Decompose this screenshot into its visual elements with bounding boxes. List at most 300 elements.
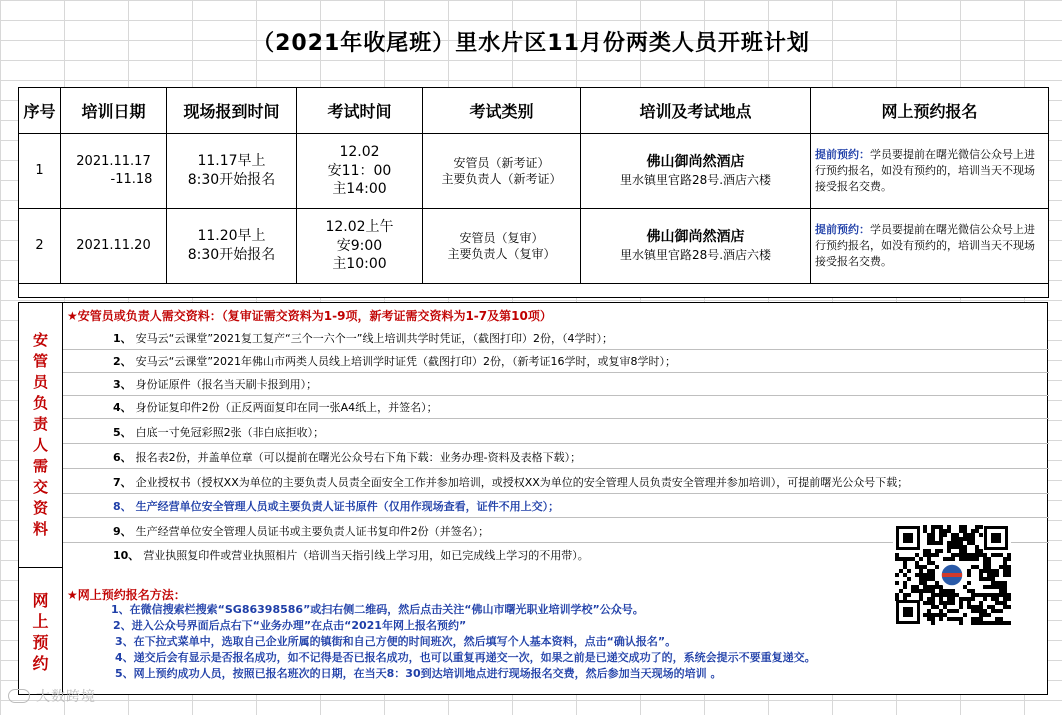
qr-module (931, 541, 935, 545)
qr-module (927, 533, 931, 537)
qr-module (1003, 573, 1007, 577)
header-venue: 培训及考试地点 (581, 88, 811, 134)
qr-module (967, 589, 971, 593)
qr-module (971, 533, 975, 537)
qr-module (963, 529, 967, 533)
list-item: 4、递交后会有显示是否报名成功，如不记得是否已报名成功，也可以重复再递交一次，如果之前是已递交成功了的，系统会提示不要重复递交。 (115, 651, 816, 664)
qr-module (947, 545, 951, 549)
qr-module (979, 569, 983, 573)
qr-module (959, 553, 963, 557)
qr-module (971, 557, 975, 561)
train-date-line: 2021.11.20 (76, 238, 151, 254)
qr-module (987, 593, 991, 597)
qr-module (999, 581, 1003, 585)
qr-module (923, 565, 927, 569)
qr-module (951, 557, 955, 561)
qr-module (979, 525, 983, 529)
qr-module (895, 593, 899, 597)
qr-module (955, 609, 959, 613)
list-item (63, 350, 1049, 373)
qr-module (975, 621, 979, 625)
qr-module (951, 589, 955, 593)
qr-module (963, 545, 967, 549)
qr-module (907, 569, 911, 573)
qr-module (923, 585, 927, 589)
qr-module (907, 577, 911, 581)
qr-module (1007, 553, 1011, 557)
qr-module (1007, 621, 1011, 625)
spacer-row (19, 284, 1049, 298)
qr-module (915, 585, 919, 589)
qr-module (951, 597, 955, 601)
item-text: 白底一寸免冠彩照2张（非白底拒收）； (135, 426, 325, 439)
report-time-line: 8:30开始报名 (187, 172, 276, 188)
qr-module (959, 525, 963, 529)
qr-module (959, 621, 963, 625)
qr-module (947, 609, 951, 613)
qr-module (923, 525, 927, 529)
watermark (8, 686, 96, 706)
qr-module (899, 569, 903, 573)
qr-module (1007, 569, 1011, 573)
qr-module (971, 597, 975, 601)
qr-module (967, 597, 971, 601)
qr-module (995, 617, 999, 621)
requirements-block (18, 302, 1048, 695)
report-time-line: 11.17早上 (197, 153, 266, 170)
cell-category (423, 209, 581, 284)
table-row (19, 134, 1049, 209)
qr-module (935, 549, 939, 553)
qr-module (935, 541, 939, 545)
qr-module (915, 589, 919, 593)
qr-module (943, 601, 947, 605)
qr-module (943, 593, 947, 597)
qr-module (1003, 597, 1007, 601)
qr-module (983, 569, 987, 573)
qr-module (995, 601, 999, 605)
qr-module (1003, 581, 1007, 585)
qr-module (947, 589, 951, 593)
exam-time-line: 安9:00 (336, 237, 383, 254)
qr-module (1007, 573, 1011, 577)
qr-module (999, 589, 1003, 593)
qr-module (983, 553, 987, 557)
qr-module (903, 593, 907, 597)
qr-module (931, 589, 935, 593)
qr-module (963, 553, 967, 557)
qr-module (959, 597, 963, 601)
list-item: 1、在微信搜索栏搜索“SG86398586”或扫右侧二维码，然后点击关注“佛山市曙光职业培训学校”公众号。 (111, 603, 644, 616)
qr-module (963, 557, 967, 561)
qr-module (919, 573, 923, 577)
qr-module (987, 605, 991, 609)
qr-module (971, 541, 975, 545)
item-number: 6、 (113, 451, 132, 464)
qr-module (983, 585, 987, 589)
registration-side-label (19, 568, 63, 696)
qr-module (911, 585, 915, 589)
qr-module (967, 533, 971, 537)
qr-module (931, 605, 935, 609)
qr-module (951, 541, 955, 545)
cell-online (811, 209, 1049, 284)
qr-module (939, 609, 943, 613)
qr-module (1003, 621, 1007, 625)
qr-module (923, 577, 927, 581)
qr-module (975, 593, 979, 597)
qr-module (995, 597, 999, 601)
qr-module (971, 553, 975, 557)
qr-module (895, 557, 899, 561)
item-text: 报名表2份，并盖单位章（可以提前在曙光公众号右下角下载：业务办理-资料及表格下载）； (135, 451, 582, 464)
cell-exam-time (297, 209, 423, 284)
exam-time-line: 12.02 (339, 143, 380, 160)
materials-heading: ★安管员或负责人需交资料：（复审证需交资料为1-9项，新考证需交资料为1-7及第10项） (67, 309, 552, 323)
qr-module (923, 613, 927, 617)
exam-time-line: 主10:00 (332, 256, 387, 273)
train-date-line: -11.18 (110, 172, 153, 187)
qr-module (899, 557, 903, 561)
qr-module (975, 549, 979, 553)
qr-module (907, 593, 911, 597)
qr-module (995, 573, 999, 577)
item-text: 企业授权书（授权XX为单位的主要负责人员责全面安全工作并参加培训，或授权XX为单位的安全管理人员负责安全管理并参加培训），可提前曙光公众号下载； (135, 476, 909, 489)
qr-module (951, 537, 955, 541)
qr-module (951, 553, 955, 557)
item-number: 3、 (113, 378, 132, 391)
materials-side-label (19, 303, 63, 568)
qr-module (963, 525, 967, 529)
qr-module (927, 577, 931, 581)
qr-module (919, 593, 923, 597)
cell-report-time (167, 209, 297, 284)
item-text: 身份证原件（报名当天刷卡报到用）； (135, 378, 318, 391)
qr-module (991, 569, 995, 573)
qr-module (987, 561, 991, 565)
watermark-text: 大数跨境 (36, 689, 96, 705)
qr-module (919, 569, 923, 573)
qr-module (991, 621, 995, 625)
qr-module (975, 545, 979, 549)
qr-module (979, 593, 983, 597)
qr-module (975, 609, 979, 613)
qr-module (967, 537, 971, 541)
list-item (63, 396, 1049, 419)
registration-side-text: 网上预约 (32, 591, 49, 673)
qr-module (967, 553, 971, 557)
table-row (19, 209, 1049, 284)
qr-module (987, 557, 991, 561)
qr-module (975, 605, 979, 609)
qr-module (987, 573, 991, 577)
qr-module (967, 541, 971, 545)
list-item (63, 495, 1049, 518)
spacer-cell (19, 284, 1049, 298)
exam-time-line: 主14:00 (332, 181, 387, 198)
cell-report-time (167, 134, 297, 209)
watermark-logo-icon (8, 689, 30, 703)
qr-module (971, 605, 975, 609)
qr-module (991, 585, 995, 589)
qr-module (963, 597, 967, 601)
qr-module (967, 601, 971, 605)
qr-module (959, 617, 963, 621)
qr-module (927, 537, 931, 541)
qr-module (907, 557, 911, 561)
item-text: 生产经营单位安全管理人员或主要负责人证书原件（仅用作现场查看，证件不用上交）； (135, 500, 560, 513)
qr-module (959, 537, 963, 541)
qr-module (1003, 593, 1007, 597)
qr-module (971, 565, 975, 569)
qr-module (919, 581, 923, 585)
qr-module (947, 593, 951, 597)
qr-module (927, 573, 931, 577)
qr-module (931, 593, 935, 597)
qr-module (995, 621, 999, 625)
qr-module (931, 621, 935, 625)
qr-module (1003, 569, 1007, 573)
qr-module (959, 605, 963, 609)
qr-module (927, 585, 931, 589)
qr-module (911, 557, 915, 561)
qr-module (939, 533, 943, 537)
qr-module (931, 613, 935, 617)
qr-module (955, 541, 959, 545)
qr-module (927, 549, 931, 553)
qr-module (923, 529, 927, 533)
qr-module (959, 549, 963, 553)
qr-module (903, 565, 907, 569)
qr-module (967, 573, 971, 577)
qr-module (923, 573, 927, 577)
qr-module (935, 593, 939, 597)
qr-module (935, 581, 939, 585)
qr-module (943, 589, 947, 593)
qr-module (931, 537, 935, 541)
header-report-time: 现场报到时间 (167, 88, 297, 134)
qr-module (919, 577, 923, 581)
qr-module (963, 549, 967, 553)
qr-module (927, 557, 931, 561)
item-number: 7、 (113, 476, 132, 489)
qr-module (987, 585, 991, 589)
qr-module (939, 541, 943, 545)
qr-module (931, 569, 935, 573)
table-header-row (19, 88, 1049, 134)
qr-module (935, 613, 939, 617)
qr-module (1007, 557, 1011, 561)
qr-module (947, 557, 951, 561)
qr-module (927, 589, 931, 593)
qr-module (983, 613, 987, 617)
qr-module (991, 597, 995, 601)
qr-module (931, 533, 935, 537)
cell-venue (581, 209, 811, 284)
qr-module (1007, 593, 1011, 597)
list-item (63, 421, 1049, 444)
qr-module (939, 617, 943, 621)
item-text: 安马云“云课堂”2021复工复产“三个一六个一”线上培训共学时凭证，（截图打印）2份，（4学时）； (135, 332, 613, 345)
qr-module (923, 553, 927, 557)
qr-module (939, 613, 943, 617)
cell-online (811, 134, 1049, 209)
registration-heading: ★网上预约报名方法： (67, 588, 186, 602)
qr-module (963, 613, 967, 617)
qr-module (939, 537, 943, 541)
qr-module (979, 621, 983, 625)
cell-no: 1 (19, 134, 61, 209)
qr-module (975, 617, 979, 621)
qr-module (967, 605, 971, 609)
qr-module (971, 589, 975, 593)
qr-module (915, 553, 919, 557)
qr-module (943, 533, 947, 537)
qr-module (931, 573, 935, 577)
qr-module (991, 605, 995, 609)
qr-module (963, 585, 967, 589)
qr-code-graphic (893, 523, 1011, 627)
qr-module (903, 573, 907, 577)
online-tag: 提前预约： (815, 148, 870, 162)
qr-module (999, 601, 1003, 605)
qr-module (983, 561, 987, 565)
qr-module (931, 577, 935, 581)
qr-module (915, 561, 919, 565)
qr-module (995, 585, 999, 589)
qr-module (1003, 589, 1007, 593)
cell-category (423, 134, 581, 209)
qr-module (991, 581, 995, 585)
qr-module (955, 553, 959, 557)
qr-module (951, 617, 955, 621)
list-item (63, 327, 1049, 350)
qr-module (951, 593, 955, 597)
qr-module (983, 565, 987, 569)
qr-module (1007, 605, 1011, 609)
qr-module (975, 557, 979, 561)
qr-module (987, 613, 991, 617)
qr-module (927, 541, 931, 545)
item-number: 8、 (113, 500, 132, 513)
qr-module (1003, 557, 1007, 561)
qr-module (979, 609, 983, 613)
qr-module (995, 569, 999, 573)
qr-module (975, 565, 979, 569)
qr-module (935, 525, 939, 529)
qr-module (947, 529, 951, 533)
qr-module (999, 553, 1003, 557)
qr-module (931, 529, 935, 533)
qr-module (991, 553, 995, 557)
qr-module (979, 533, 983, 537)
qr-module (995, 553, 999, 557)
qr-module (975, 529, 979, 533)
qr-module (923, 581, 927, 585)
qr-module (979, 577, 983, 581)
qr-module (943, 605, 947, 609)
qr-module (967, 557, 971, 561)
qr-module (995, 609, 999, 613)
qr-module (971, 537, 975, 541)
qr-module (939, 593, 943, 597)
qr-module (983, 597, 987, 601)
list-item (63, 373, 1049, 396)
qr-module (931, 585, 935, 589)
train-date-line: 2021.11.17 (76, 154, 151, 170)
exam-time-line: 安11：00 (327, 162, 392, 179)
qr-module (955, 537, 959, 541)
qr-module (983, 577, 987, 581)
category-line: 安管员（复审） (459, 230, 544, 245)
category-line: 主要负责人（新考证） (441, 172, 562, 186)
qr-module (951, 545, 955, 549)
qr-module (995, 581, 999, 585)
qr-module (991, 593, 995, 597)
qr-code-icon[interactable] (893, 523, 1011, 627)
qr-module (999, 565, 1003, 569)
qr-module (967, 569, 971, 573)
qr-module (959, 557, 963, 561)
cell-train-date (61, 209, 167, 284)
venue-name: 佛山御尚然酒店 (646, 154, 745, 171)
qr-module (983, 593, 987, 597)
qr-module (987, 565, 991, 569)
qr-module (979, 605, 983, 609)
item-number: 1、 (113, 332, 132, 345)
qr-module (943, 557, 947, 561)
category-line: 主要负责人（复审） (447, 247, 556, 261)
list-item: 3、在下拉式菜单中，选取自己企业所属的镇街和自己方便的时间班次，然后填写个人基本资料，点击“确认报名”。 (115, 635, 677, 648)
cell-exam-time (297, 134, 423, 209)
header-online: 网上预约报名 (811, 88, 1049, 134)
qr-module (935, 553, 939, 557)
qr-module (955, 545, 959, 549)
qr-module (947, 617, 951, 621)
qr-module (919, 565, 923, 569)
qr-module (939, 529, 943, 533)
qr-module (903, 581, 907, 585)
qr-module (927, 613, 931, 617)
qr-module (895, 573, 899, 577)
qr-module (975, 553, 979, 557)
qr-module (963, 533, 967, 537)
report-time-line: 8:30开始报名 (187, 247, 276, 263)
schedule-table (18, 87, 1049, 298)
qr-module (931, 561, 935, 565)
qr-module (1003, 561, 1007, 565)
qr-module (947, 549, 951, 553)
qr-module (923, 589, 927, 593)
qr-module (979, 613, 983, 617)
qr-module (963, 537, 967, 541)
item-text: 营业执照复印件或营业执照相片（培训当天指引线上学习用，如已完成线上学习的不用带）。 (143, 549, 589, 562)
qr-module (955, 533, 959, 537)
qr-module (903, 557, 907, 561)
qr-module (983, 609, 987, 613)
online-text: 学员要提前在曙光微信公众号上进行预约报名，如没有预约的，培训当天不现场接受报名交费。 (815, 223, 1035, 268)
exam-time-line: 12.02上午 (325, 218, 394, 235)
qr-module (911, 589, 915, 593)
qr-module (923, 601, 927, 605)
qr-module (947, 601, 951, 605)
qr-module (943, 529, 947, 533)
venue-address: 里水镇里官路28号.酒店六楼 (619, 173, 772, 188)
online-text: 学员要提前在曙光微信公众号上进行预约报名，如没有预约的，培训当天不现场接受报名交费。 (815, 148, 1035, 193)
qr-module (991, 577, 995, 581)
item-number: 5、 (113, 426, 132, 439)
qr-module (987, 621, 991, 625)
